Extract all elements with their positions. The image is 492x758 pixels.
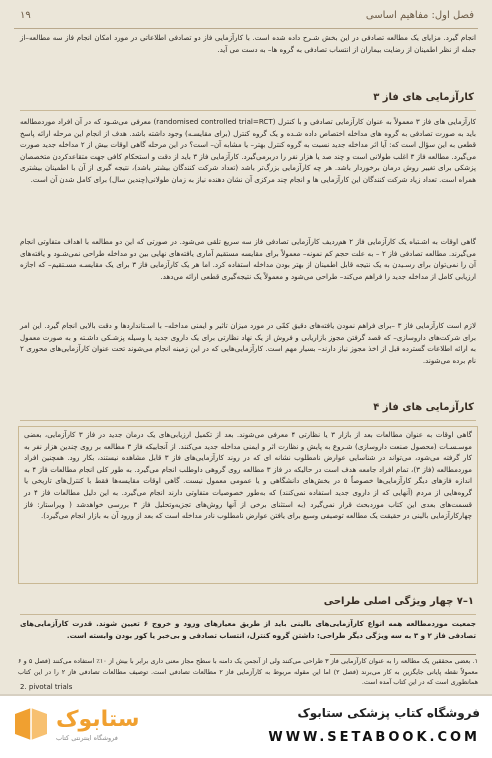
store-name: فروشگاه کتاب پزشکی ستابوک [297, 706, 480, 720]
section-rule [20, 420, 476, 421]
phase3-paragraph-2: گاهی اوقات به اشـتباه یک کارآزمایی فاز ۲ هم‌ردیف کارآزمایی تصادفی فاز سه سریع تلقی می‌شود. در صورتی که این دو مطالعه با اهداف متفاوتی انجام می‌گیرند. مطالعه تصادفی فاز ۲ – به علت حجم کم نمونه– معمولاً برای مقایسه مستقیم آماری یافته‌های نهایی بین دو مداخله طراحی نمی‌شـود و یافته‌های آن را نمی‌توان برای رسـیدن به یک نتیجه قابل اطمینان از بهتر بودن مداخله استفاده کرد. اما هر یک کارآزمایی فاز ۳ برای یک مقایسـه مسـتقیم– که اجازه ارزیابی کامل از مداخله جدید را فراهم می‌کند– طراحی می‌شود و معمولاً یک نتیجه‌گیری قطعی ارائه می‌دهد. [20, 237, 476, 281]
phase4-paragraph-1: گاهی اوقات به عنوان مطالعات بعد از بازار ۳ یا نظارتی ۴ معرفی می‌شوند. بعد از تکمیل ارزیابی‌های یک درمان جدید در فاز ۳ کارآزمایی، بعضی موسـسـات (محصول صنعت داروسازی) شـروع به پایش و نظارت اثر و ایمنی مداخله جدید می‌کنند. از آنجاییکه فاز ۳ مطالعه بر روی چندین هزار نفر به کار گرفته می‌شود، می‌تواند در شناسایی عوارض نامطلوب نشانه ای که در روند کارآزمایی‌های فاز ۳ قابل مشاهده نیستند، بکار رود. همچنین افراد موردمطالعه (فاز ۳)، تمام افراد جامعه هدف است در حالیکه در فاز ۳ مطالعه روی گروهی داوطلب انجام می‌گیرد. به طور کلی انجام مطالعات فاز ۴ به اندازه فازهای دیگر کارآزمایی‌ها خصوصاً ۵ در بخش‌های دانشگاهی و یا عمومی معمول نیست. گاهی اوقات مقایسه‌ها فقط با کنترل‌های تاریخی یا گروه‌هایی از مردم (آنهایی که از داروی جدید استفاده نمی‌کنند) که به‌طور خصوصیات متفاوتی دارند انجام می‌گیرد. به این دلیل مطالعات فاز ۴ در قسمت‌های بعدی این کتاب موردبحث قرار نمی‌گیرد (به استثنای برخی از آنها روش‌های تجزیه‌وتحلیل فاز ۳ بررسی خواهدشد ( ویراستار: فاز چهارکارآزمایی بالینی در حقیقت یک مطالعه توصیفی وسیع برای یافتن عوارض نامطلوب نادر مداخله است که بعد از ورود آن به بازار انجام می‌گیرد). [24, 430, 473, 521]
section-heading-1-7: ۱–۷ چهار ویژگی اصلی طراحی [323, 596, 474, 607]
website-link[interactable]: WWW.SETABOOK.COM [268, 730, 480, 745]
footnote-rule [330, 654, 476, 655]
publisher-footer [0, 694, 492, 758]
footnote-2: 2. pivotal trials [20, 683, 73, 691]
book-logo-icon [12, 706, 50, 744]
logo-name: ستابوک [56, 707, 140, 732]
page-header [14, 8, 478, 29]
chapter-title: فصل اول: مفاهیم اساسی [365, 10, 474, 21]
phase3-paragraph-1: کارآزمایی های فاز ۳ معمولاً به عنوان کارآزمایی تصادفی و با کنترل (randomised controlled trial=RCT) معرفی می‌شـود که در آن افراد موردمطالعه باید به صورت تصادفی به گروه های مداخله اختصاص داده شـده و یک گروه کنترل (برای مقایسـه) وجود داشته باشد. هدف از انجام این مرحله ارائه پاسخ قطعی به این سؤال است که: آیا اثر مداخله جدید نسبت به گروه کنترل بهتر– یا مشابه آن– است؟ در این مرحله گاهی اوقات بیش از ۲ مداخله جدید صورت می‌گیرد. مطالعه فاز ۳ اغلب طولانی است و چند صد یا هزار نفر را دربرمی‌گیرد. کارآزمایی فاز ۳ باید از دقت و استحکام کافی جهت متقاعدکردن متخصصان پزشکی برای تغییر روش درمان برخوردار باشد. هر چه کارآزمایی بزرگ‌تر باشد (تعداد شرکت کنندگان بیشتر باشد)، نتیجه گیری از آن با اطمینان بیشتری همراه است. تعداد زیاد شرکت کنندگان این کارآزمایی ها و انجام چند مرکزی آن نشان دهنده نیاز به زمان طولانی(چندین سال) برای کامل شدن آن است. [20, 117, 476, 184]
footnote-1: ۱. بعضی محققین یک مطالعه را به عنوان کارآزمایی فاز ۳ طراحی می‌کنند ولی از آنجمن یک دامنه با سطح مجاز معنی داری برابر با بیش از ۱۰٪ استفاده می‌کنند (فصل ۵ و ۶ معمولاً نقطه پایانی جایگزین به کار می‌برند (فصل ۲) اما این مقوله مربوط به کارآزمایی فاز ۲ مطالعات تصادفی است. توصیف مطالعات تصادفی فاز ۲ را در این کتاب همانطوری است که در این کتاب آمده است. [18, 657, 478, 686]
section-heading-phase4: کارآزمایی های فاز ۴ [373, 402, 474, 413]
phase3-paragraph-3: لازم است کارآزمایی فاز ۳ –برای فراهم نمودن یافته‌های دقیق کمّی در مورد میزان تاثیر و ایمنی مداخله– با اسـتانداردها و دقت بالایی انجام گیرد. این امر برای شرکت‌های داروسازی– که قصد گرفتن مجوز بازاریابی و فروش از یک نهاد نظارتی برای یک داروی جدید یا وسیله پزشـکی داشـته و به صورت معمول به ارائه اطلاعات گسترده قبل از اخذ مجوز نیاز دارند– بسیار مهم است. کارآزمایی‌هایی که در این زمینه انجام می‌شوند تحت عنوان کارآزمایی‌های محوری ۲ نام برده می‌شوند. [20, 321, 476, 365]
section-rule [20, 614, 476, 615]
section-rule [20, 110, 476, 111]
logo-tagline: فروشگاه اینترنتی کتاب [56, 734, 118, 742]
intro-paragraph: انجام گیرد. مزایای یک مطالعه تصادفی در این بخش شـرح داده شده است. با کارآزمایی فاز دو تصادفی اطلاعاتی در مورد امکان انجام فاز سه مطالعه–از جمله از نظر اطمینان از رضایت بیماران از انتساب تصادفی به گروه ها– به دست می آید. [20, 33, 476, 54]
section-1-7-paragraph: جمعیت موردمطالعه همه انواع کارآزمایی‌های بالینی باید از طریق معیارهای ورود و خروج ۶ تعیین شوند. قدرت کارآزمایی‌های تصادفی فاز ۲ و ۳ به سه ویژگی دیگر طراحی: داشتن گروه کنترل، انتساب تصادفی و بی‌خبر یا کور بودن وابسته است. [20, 619, 476, 640]
setabook-logo[interactable] [12, 706, 142, 746]
section-heading-phase3: کارآزمایی های فاز ۳ [373, 92, 474, 103]
page-number: ۱۹ [20, 10, 31, 21]
